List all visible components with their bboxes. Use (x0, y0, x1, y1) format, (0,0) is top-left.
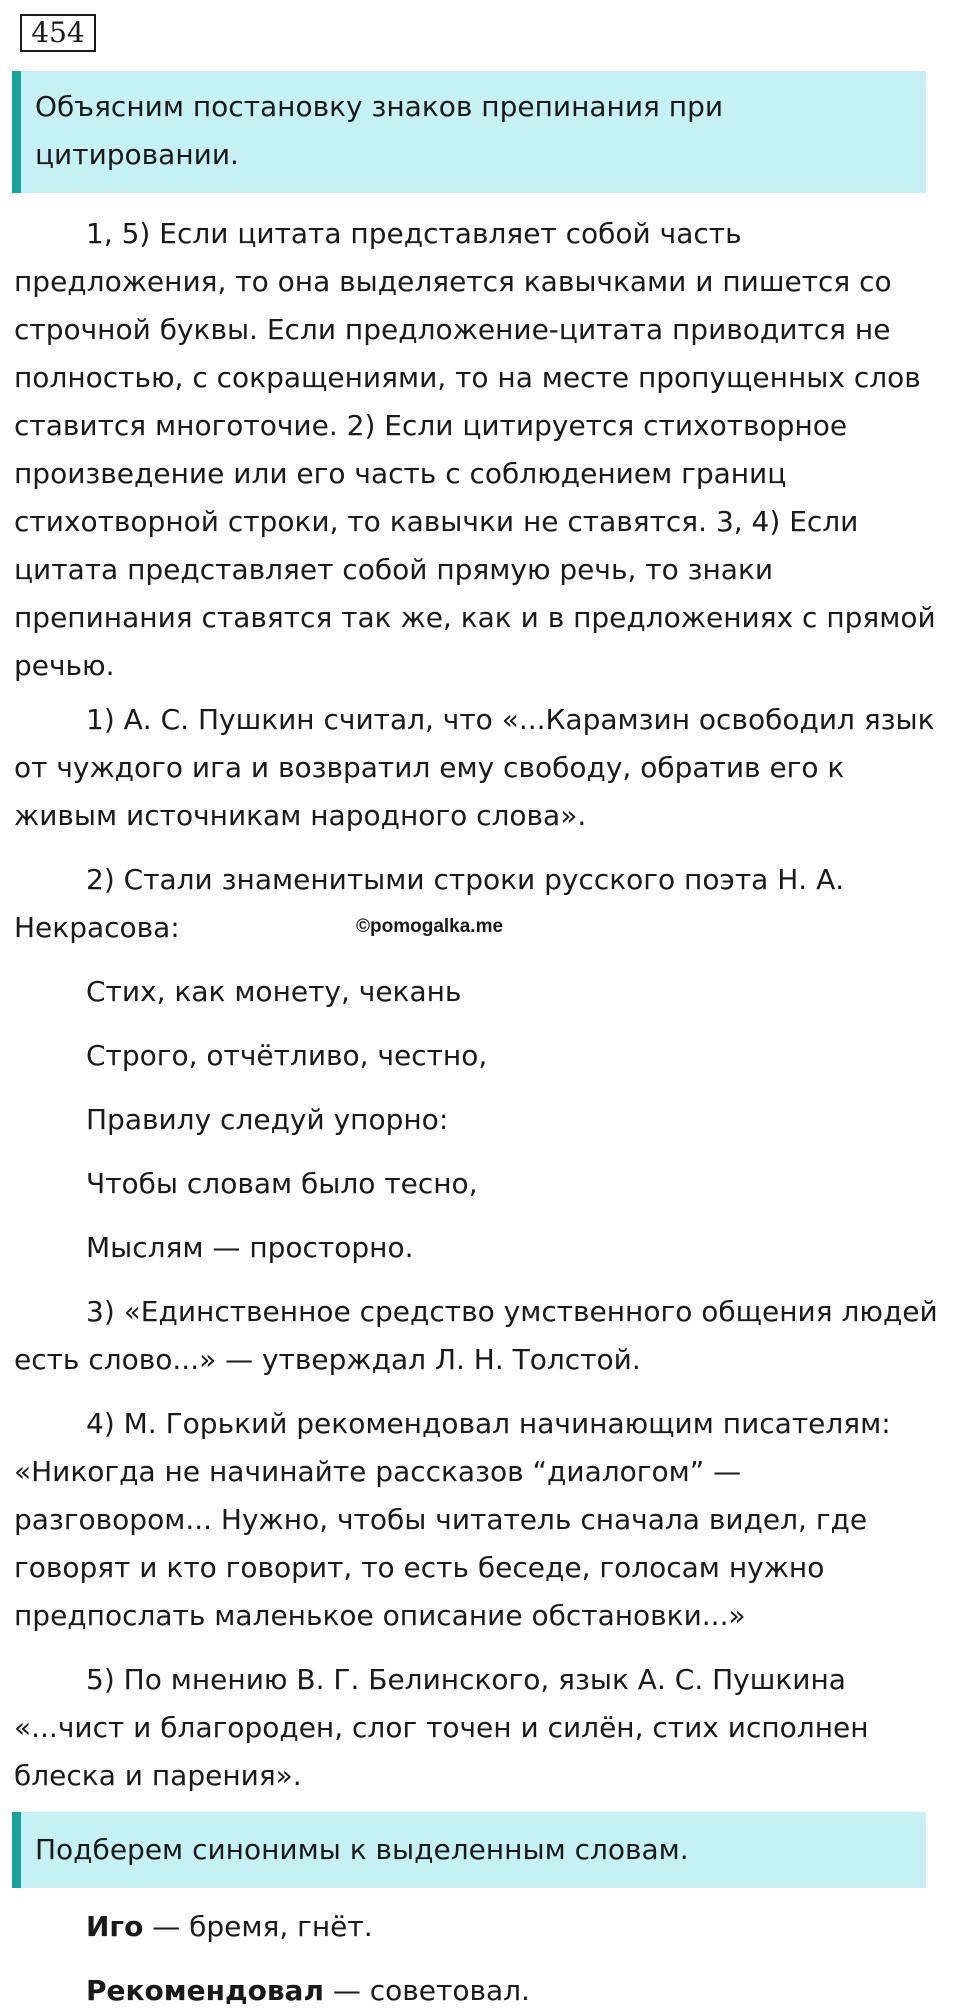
paragraph-example-5: 5) По мнению В. Г. Белинского, язык А. С. Пушкина «...чист и благороден, слог точен и силён, стих исполнен блеска и парения». (14, 1663, 869, 1792)
paragraph-example-4: 4) М. Горький рекомендовал начинающим писателям: «Никогда не начинайте рассказов “диалогом” — разговором... Нужно, чтобы читатель сначала видел, где говорят и кто говорит, то есть беседе, голосам нужно предпослать маленькое описание обстановки...» (14, 1407, 891, 1632)
synonym-word: Рекомендовал (86, 1974, 324, 2007)
synonym-item (86, 1903, 373, 1951)
verse-line: Правилу следуй упорно: (86, 1103, 449, 1136)
paragraph-example-1: 1) А. С. Пушкин считал, что «...Карамзин освободил язык от чуждого ига и возвратил ему свободу, обратив его к живым источникам народного слова». (14, 703, 935, 832)
paragraph-example-2: 2) Стали знаменитыми строки русского поэта Н. А. Некрасова: (14, 863, 845, 944)
verse-line: Строго, отчётливо, честно, (86, 1039, 488, 1072)
synonym-definition: — советовал. (323, 1974, 530, 2007)
callout-synonyms: Подберем синонимы к выделенным словам. (12, 1812, 926, 1888)
callout-explanation: Объясним постановку знаков препинания при цитировании. (12, 71, 926, 193)
verse-line: Мыслям — просторно. (86, 1231, 414, 1264)
synonym-definition: — бремя, гнёт. (143, 1910, 373, 1943)
watermark: ©pomogalka.me (356, 916, 504, 937)
verse-line: Стих, как монету, чекань (86, 975, 462, 1008)
verse-line: Чтобы словам было тесно, (86, 1167, 478, 1200)
synonym-word: Иго (86, 1910, 144, 1943)
synonym-item (86, 1967, 530, 2015)
paragraph-example-3: 3) «Единственное средство умственного общения людей есть слово...» — утверждал Л. Н. Толстой. (14, 1295, 938, 1376)
paragraph-rules: 1, 5) Если цитата представляет собой часть предложения, то она выделяется кавычками и пишется со строчной буквы. Если предложение-цитата приводится не полностью, с сокращениями, то на месте пропущенных слов ставится многоточие. 2) Если цитируется стихотворное произведение или его часть с соблюдением границ стихотворной строки, то кавычки не ставятся. 3, 4) Если цитата представляет собой прямую речь, то знаки препинания ставятся так же, как и в предложениях с прямой речью. (14, 217, 936, 682)
exercise-number: 454 (20, 14, 96, 52)
